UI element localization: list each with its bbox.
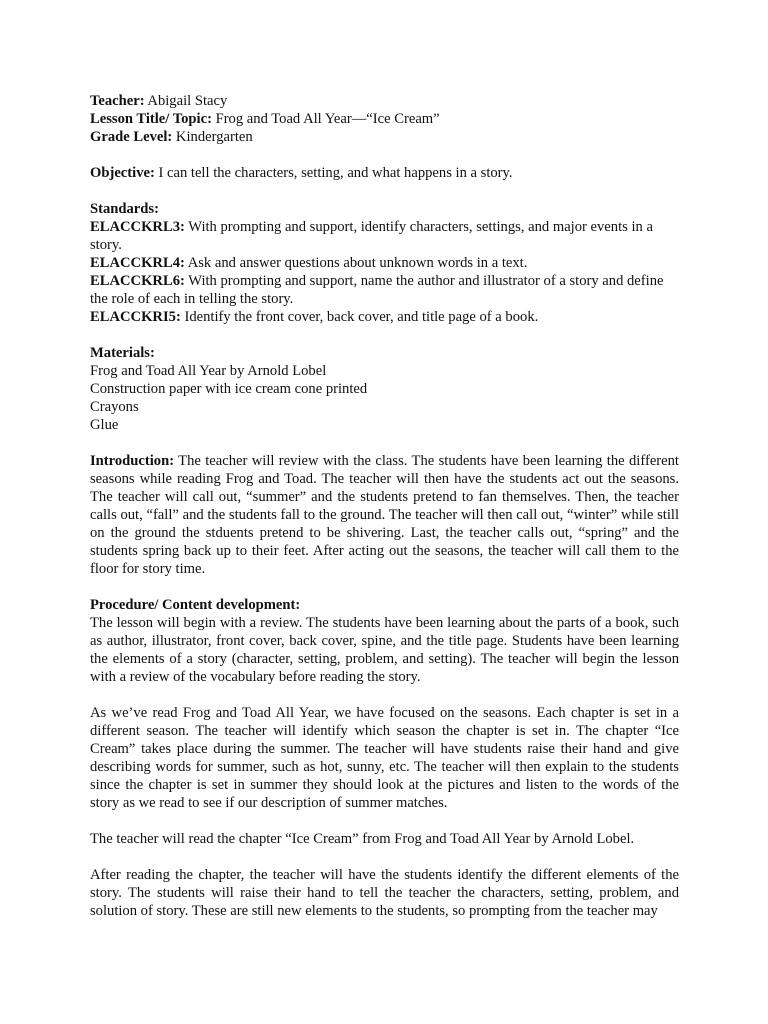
standard-item: [90, 254, 679, 272]
introduction-text: The teacher will review with the class. The students have been learning the different seasons while reading Frog and Toad. The teacher will then have the students act out the seasons. The teacher will call out, “summer” and the students pretend to fan themselves. Then, the teacher calls out, “fall” and the students fall to the ground. The teacher will then call out, “winter” while still on the ground the stduents pretend to be shivering. Last, the teacher calls out, “spring” and the students spring back up to their feet. After acting out the seasons, the teacher will call them to the floor for story time.: [90, 453, 679, 577]
material-item: Construction paper with ice cream cone printed: [90, 381, 368, 397]
lesson-title-line: [90, 110, 679, 128]
objective-line: [90, 164, 679, 182]
lesson-title-label: Lesson Title/ Topic:: [90, 111, 212, 127]
standard-item: [90, 218, 679, 254]
standard-item: [90, 272, 679, 308]
standard-code: ELACCKRI5:: [90, 309, 181, 325]
standards-heading: Standards:: [90, 201, 159, 217]
introduction-label: Introduction:: [90, 453, 175, 469]
grade-level-label: Grade Level:: [90, 129, 173, 145]
standard-text: With prompting and support, name the author and illustrator of a story and define the role of each in telling the story.: [90, 273, 664, 307]
teacher-name: Abigail Stacy: [144, 93, 228, 109]
teacher-line: [90, 92, 679, 110]
standard-code: ELACCKRL3:: [90, 219, 185, 235]
standard-text: Ask and answer questions about unknown words in a text.: [184, 255, 528, 271]
procedure-heading: Procedure/ Content development:: [90, 597, 301, 613]
standard-code: ELACCKRL6:: [90, 273, 185, 289]
standard-item: [90, 308, 679, 326]
lesson-plan-page: [90, 92, 679, 920]
grade-level-line: [90, 128, 679, 146]
procedure-paragraph: After reading the chapter, the teacher will have the students identify the different elements of the story. The students will raise their hand to tell the teacher the characters, setting, problem, and solution of story. These are still new elements to the students, so prompting from the teacher may: [90, 867, 679, 919]
standard-text: With prompting and support, identify characters, settings, and major events in a story.: [90, 219, 653, 253]
procedure-paragraph: The lesson will begin with a review. The students have been learning about the parts of a book, such as author, illustrator, front cover, back cover, spine, and the title page. Students have been learning the elements of a story (character, setting, problem, and setting). The teacher will begin the lesson with a review of the vocabulary before reading the story.: [90, 615, 679, 685]
standard-text: Identify the front cover, back cover, and title page of a book.: [180, 309, 539, 325]
objective-text: I can tell the characters, setting, and what happens in a story.: [154, 165, 513, 181]
material-item: Glue: [90, 417, 119, 433]
objective-label: Objective:: [90, 165, 155, 181]
introduction-paragraph: [90, 452, 679, 578]
material-item: Frog and Toad All Year by Arnold Lobel: [90, 363, 327, 379]
procedure-paragraph: As we’ve read Frog and Toad All Year, we have focused on the seasons. Each chapter is set in a different season. The teacher will identify which season the chapter is set in. The chapter “Ice Cream” takes place during the summer. The teacher will have students raise their hand and give describing words for summer, such as hot, sunny, etc. The teacher will then explain to the students since the chapter is set in summer they should look at the pictures and listen to the words of the story as we read to see if our description of summer matches.: [90, 705, 679, 811]
materials-heading: Materials:: [90, 345, 155, 361]
teacher-label: Teacher:: [90, 93, 145, 109]
grade-level: Kindergarten: [172, 129, 253, 145]
lesson-title: Frog and Toad All Year—“Ice Cream”: [211, 111, 440, 127]
procedure-paragraph: The teacher will read the chapter “Ice Cream” from Frog and Toad All Year by Arnold Lobel.: [90, 831, 635, 847]
standard-code: ELACCKRL4:: [90, 255, 185, 271]
material-item: Crayons: [90, 399, 139, 415]
